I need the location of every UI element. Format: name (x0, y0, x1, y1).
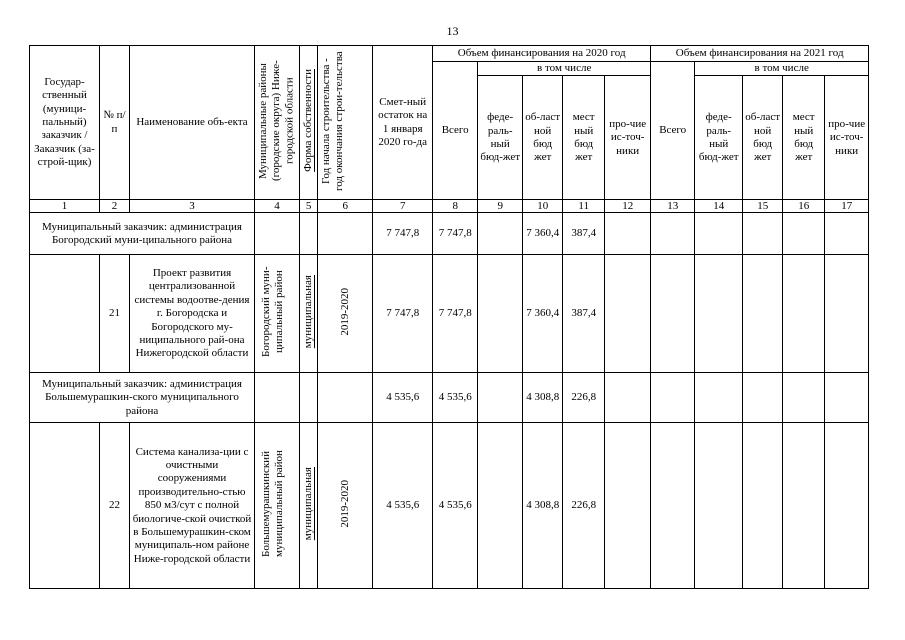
header-other-2021: про-чие ис-точ-ники (825, 76, 869, 200)
col-number: 11 (563, 200, 605, 213)
table-row (30, 255, 869, 373)
ownership-text: муниципальная (302, 275, 314, 349)
col-number: 8 (433, 200, 478, 213)
header-ownership-text: Форма собственности (302, 69, 314, 172)
header-federal-2021: феде-раль-ный бюд-жет (695, 76, 743, 200)
header-including-2020: в том числе (478, 62, 651, 76)
table-row (30, 423, 869, 589)
years-cell (318, 423, 373, 589)
header-fin-2021: Объем финансирования на 2021 год (651, 46, 869, 62)
col-number: 10 (523, 200, 563, 213)
header-ownership (300, 46, 318, 200)
remainder-value: 7 747,8 (373, 213, 433, 255)
district-cell (255, 255, 300, 373)
header-total-2020: Всего (433, 62, 478, 200)
district-text: Богородский муни-ципальный район (260, 266, 286, 357)
object-name: Система канализа-ции с очистными сооружениями производительно-стью 850 м3/сут с полной биологиче-ской очисткой в Большемурашкин-ском муниципаль-ном районе Ниже-городской области (130, 423, 255, 589)
header-num: № п/п (100, 46, 130, 200)
regional-2020-value: 4 308,8 (523, 373, 563, 423)
group-title: Муниципальный заказчик: администрация Большемурашкин-ского муниципального района (30, 373, 255, 423)
years-text: 2019-2020 (338, 479, 351, 528)
col-number: 9 (478, 200, 523, 213)
col-number: 4 (255, 200, 300, 213)
total-2020-value: 4 535,6 (433, 373, 478, 423)
total-2020-value: 4 535,6 (433, 423, 478, 589)
header-years-text: Год начала строительства - год окончания строи-тельства (320, 50, 346, 191)
years-text: 2019-2020 (338, 287, 351, 336)
col-number: 2 (100, 200, 130, 213)
header-federal-2020: феде-раль-ный бюд-жет (478, 76, 523, 200)
header-other-2020: про-чие ис-точ-ники (605, 76, 651, 200)
col-number: 3 (130, 200, 255, 213)
col-number: 12 (605, 200, 651, 213)
local-2020-value: 387,4 (563, 255, 605, 373)
header-district (255, 46, 300, 200)
ownership-cell (300, 423, 318, 589)
header-customer: Государ-ственный (муници-пальный) заказчик /Заказчик (за-строй-щик) (30, 46, 100, 200)
header-including-2021: в том числе (695, 62, 869, 76)
header-fin-2020: Объем финансирования на 2020 год (433, 46, 651, 62)
col-number: 15 (743, 200, 783, 213)
table-row (30, 373, 869, 423)
col-number: 1 (30, 200, 100, 213)
regional-2020-value: 7 360,4 (523, 255, 563, 373)
page-number: 13 (446, 24, 459, 38)
local-2020-value: 226,8 (563, 373, 605, 423)
col-number: 6 (318, 200, 373, 213)
remainder-value: 7 747,8 (373, 255, 433, 373)
district-text: Большемурашкинский муниципальный район (260, 450, 286, 558)
financing-table (29, 45, 869, 589)
district-cell (255, 423, 300, 589)
header-local-2021: мест ный бюд жет (783, 76, 825, 200)
col-number: 13 (651, 200, 695, 213)
ownership-text: муниципальная (302, 467, 314, 541)
col-number: 7 (373, 200, 433, 213)
object-name: Проект развития централизованной системы водоотве-дения г. Богородска и Богородского му-ниципального рай-она Нижегородской области (130, 255, 255, 373)
years-cell (318, 255, 373, 373)
header-regional-2021: об-ласт ной бюд жет (743, 76, 783, 200)
ownership-cell (300, 255, 318, 373)
col-number: 17 (825, 200, 869, 213)
table-row (30, 213, 869, 255)
remainder-value: 4 535,6 (373, 373, 433, 423)
header-row-1 (30, 46, 869, 62)
header-local-2020: мест ный бюд жет (563, 76, 605, 200)
header-total-2021: Всего (651, 62, 695, 200)
col-number: 5 (300, 200, 318, 213)
total-2020-value: 7 747,8 (433, 213, 478, 255)
header-object-name: Наименование объ-екта (130, 46, 255, 200)
header-years (318, 46, 373, 200)
group-title: Муниципальный заказчик: администрация Богородский муни-ципального района (30, 213, 255, 255)
regional-2020-value: 7 360,4 (523, 213, 563, 255)
header-regional-2020: об-ласт ной бюд жет (523, 76, 563, 200)
regional-2020-value: 4 308,8 (523, 423, 563, 589)
row-number: 22 (100, 423, 130, 589)
total-2020-value: 7 747,8 (433, 255, 478, 373)
local-2020-value: 387,4 (563, 213, 605, 255)
header-remainder: Смет-ный остаток на 1 января 2020 го-да (373, 46, 433, 200)
col-number: 16 (783, 200, 825, 213)
local-2020-value: 226,8 (563, 423, 605, 589)
header-district-text: Муниципальные районы (городские округа) Ниже-городской области (257, 60, 296, 181)
remainder-value: 4 535,6 (373, 423, 433, 589)
col-number: 14 (695, 200, 743, 213)
row-number: 21 (100, 255, 130, 373)
column-numbers-row (30, 200, 869, 213)
